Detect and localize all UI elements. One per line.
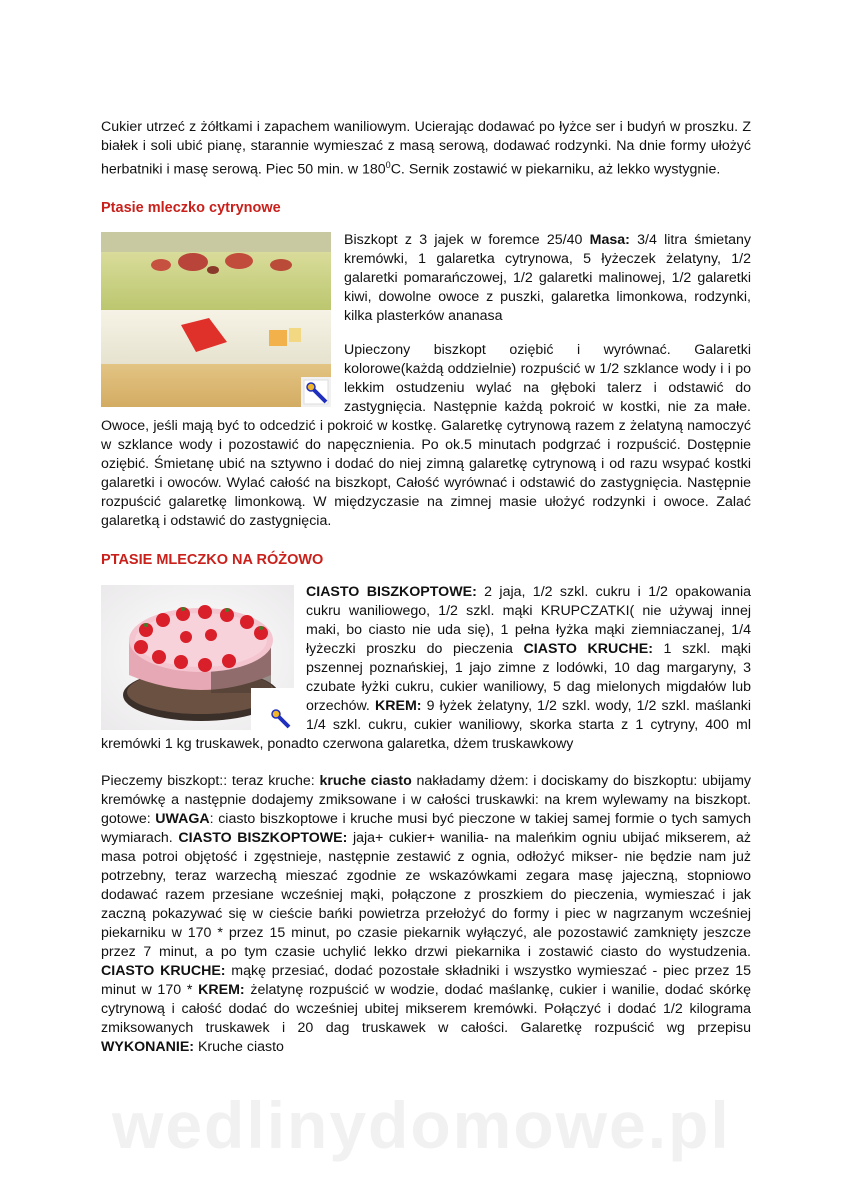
section1-method: Upieczony biszkopt oziębić i wyrównać. Galaretki kolorowe(każdą oddzielnie) rozpuścić w 1/2 szklance wody i i po lekkim ostudzeniu wylać na głęboki talerz i odstawić do zastygnięcia. Następnie każdą pokroić w kostki, nie za małe. Owoce, jeśli mają być to odcedzić i pokroić w kostkę. Galaretkę cytrynową razem z żelatyną namoczyć w szklance wody i pozostawić do napęcznienia. Po ok.5 minutach podgrzać i rozpuścić. Dostępnie oziębić. Śmietanę ubić na sztywno i dodać do niej zimną galaretkę cytrynową i od razu wsypać kostki galaretki i owoców. Wylać całość na biszkopt, Całość wyrównać i odstawić do zastygnięcia. Następnie rozpuścić galaretkę limonkową. W międzyczasie na zimnej masie ułożyć rodzynki i owoce. Zalać galaretką i odstawić do zastygnięcia. — [101, 341, 751, 529]
kruche-step-label: CIASTO KRUCHE: — [101, 962, 226, 979]
wykonanie-label: WYKONANIE: — [101, 1038, 195, 1055]
strawberry-cake-photo — [101, 585, 294, 730]
method-bold: kruche ciasto — [319, 772, 412, 789]
kruche-ingredients: 1 szkl. mąki pszennej poznańskiej, 1 jajo zimne z lodówki, 10 dag margaryny, 3 czubate łyżki cukru, cukier waniliowy, 5 dag mielonych migdałów lub orzechów. — [306, 640, 752, 714]
ingredients-text-end: 3/4 litra śmietany kremówki, 1 galaretka cytrynowa, 5 łyżeczek żelatyny, 1/2 galaretki pomarańczowej, 1/2 galaretki malinowej, 1/2 galaretki kiwi, dowolne owoce z puszki, galaretka limonkowa, rodzynki, kilka plasterków ananasa — [344, 231, 752, 324]
lemon-cake-photo — [101, 232, 331, 407]
ingredients-text: Biszkopt z 3 jajek w foremce 25/40 — [344, 231, 590, 248]
masa-label: Masa: — [589, 231, 630, 248]
magnifier-icon — [304, 380, 328, 404]
kruche-label: CIASTO KRUCHE: — [523, 640, 653, 657]
krem-ingredients: 9 łyżek żelatyny, 1/2 szkl. wody, 1/2 szkl. maślanki 1/4 szkl. cukru, cukier waniliowy, skorka starta z 1 cytryny, 400 ml kremówki 1 kg truskawek, ponadto czerwona galaretka, dżem truskawkowy — [101, 697, 751, 752]
method-text: żelatynę rozpuścić w wodzie, dodać maślankę, cukier i wanilie, dodać skórkę cytrynową i całość dodać do wcześniej ubitej mikserem kremówki. Połączyć i dodać 1/2 kilograma zmiksowanych truskawek i 20 dag truskawek w całości. Galaretkę rozpuścić wg przepisu — [101, 981, 752, 1036]
method-text-end: Kruche ciasto — [194, 1038, 284, 1055]
uwaga-label: UWAGA — [155, 810, 210, 827]
watermark: wedlinydomowe.pl — [112, 1088, 731, 1162]
degree-sup: 0 — [385, 160, 391, 170]
section1-title: Ptasie mleczko cytrynowe — [101, 199, 281, 216]
intro-text-end: C. Sernik zostawić w piekarniku, aż lekko wystygnie. — [390, 161, 721, 178]
biszkopt-ingredients: 2 jaja, 1/2 szkl. cukru i 1/2 opakowania cukru waniliowego, 1/2 szkl. mąki KRUPCZATKI( nie używaj innej maki, bo ciasto nie uda się), 1 pełna łyżka mąki ziemniaczanej, 1/4 łyżeczki proszku do pieczenia — [306, 583, 751, 657]
krem-step-label: KREM: — [198, 981, 245, 998]
krem-label: KREM: — [375, 697, 422, 714]
section2-method — [101, 772, 751, 1057]
method-text: : ciasto biszkoptowe i kruche musi być pieczone w takiej samej formie o tych samych wymiarach. — [101, 810, 751, 846]
method-text: nakładamy dżem: i dociskamy do biszkoptu: ubijamy kremówkę a następnie dodajemy zmiksowane i w całości truskawki: na krem wylewamy na biszkopt. gotowe: — [101, 772, 751, 827]
biszkopt-step-label: CIASTO BISZKOPTOWE: — [178, 829, 348, 846]
intro-text: Cukier utrzeć z żółtkami i zapachem waniliowym. Ucierając dodawać po łyżce ser i budyń w proszku. Z białek i soli ubić pianę, starannie wymieszać z masą serową, dodawać rodzynki. Na dnie formy ułożyć herbatniki i masę serową. Piec 50 min. w 180 — [101, 119, 751, 178]
method-text: mąkę przesiać, dodać pozostałe składniki i wszystko wymieszać - piec przez 15 minut w 170 * — [101, 962, 752, 998]
section2-title: PTASIE MLECZKO NA RÓŻOWO — [101, 551, 324, 568]
intro-paragraph — [101, 118, 751, 180]
document-page — [101, 118, 751, 1057]
magnifier-icon — [269, 709, 291, 729]
biszkopt-label: CIASTO BISZKOPTOWE: — [306, 583, 477, 600]
method-text: jaja+ cukier+ wanilia- na maleńkim ogniu ubijać mikserem, aż masa potroi objętość i zgęstnieje, następnie zestawić z ognia, odłożyć mikser- nie będzie nam już potrzebny, teraz warzechą mieszać zgodnie ze wskazówkami zegara masę jajeczną, stopniowo dodawać razem przesiane wcześniej mąki, połączone z proszkiem do pieczenia, wymieszać i jak zaczną pokazywać się w cieście bańki powietrza przełożyć do formy i piec w nagrzanym wcześniej piekarniku w 170 * przez 15 minut, po czasie piekarnik wyłączyć, ale pozostawić zamknięty jeszcze przez 7 minut, a po tym czasie uchylić lekko drzwi piekarnika i zostawić ciasto do wystudzenia. — [101, 829, 752, 960]
method-text: Pieczemy biszkopt:: teraz kruche: — [101, 772, 320, 789]
